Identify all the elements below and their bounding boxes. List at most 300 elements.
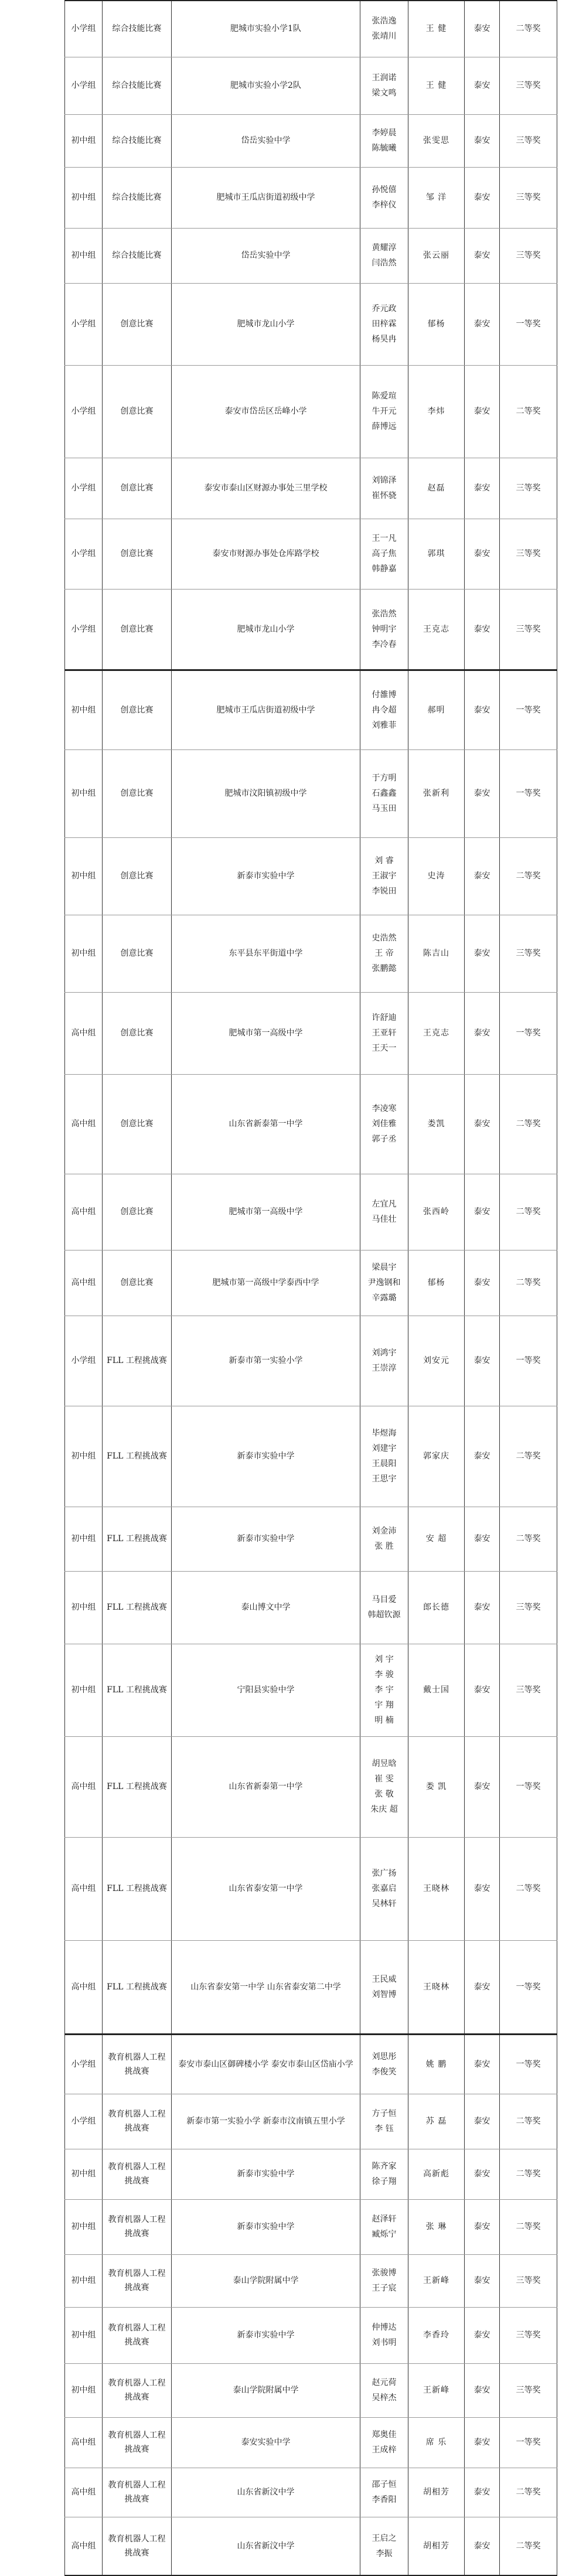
student-name: 方子恒 bbox=[372, 2109, 397, 2118]
teacher-cell bbox=[408, 1250, 465, 1316]
school-text: 岱岳实验中学 bbox=[241, 251, 291, 260]
school-cell bbox=[172, 992, 360, 1074]
event-text: 综合技能比赛 bbox=[112, 193, 162, 202]
award-text: 一等奖 bbox=[516, 789, 541, 798]
event-text: FLL 工程挑战赛 bbox=[107, 1451, 167, 1461]
school-text: 新泰市实验中学 bbox=[237, 871, 295, 881]
student-name: 张 敬 bbox=[374, 1790, 394, 1799]
award-cell bbox=[500, 2149, 557, 2199]
teacher-cell bbox=[408, 2254, 465, 2307]
school-cell bbox=[172, 57, 360, 114]
student-name: 张广扬 bbox=[372, 1869, 397, 1878]
award-cell bbox=[500, 2468, 557, 2517]
student-name: 李 钰 bbox=[374, 2124, 394, 2134]
award-cell bbox=[500, 589, 557, 670]
table-row bbox=[65, 1, 557, 57]
teacher-text: 娄 凯 bbox=[425, 1782, 447, 1791]
award-text: 三等奖 bbox=[516, 549, 541, 558]
award-text: 二等奖 bbox=[516, 24, 541, 34]
event-cell bbox=[103, 458, 172, 519]
teacher-text: 娄凯 bbox=[427, 1119, 445, 1129]
student-name: 王子宸 bbox=[372, 2284, 397, 2293]
event-cell bbox=[103, 519, 172, 589]
group-text: 初中组 bbox=[71, 1685, 96, 1695]
student-name: 郑奥佳 bbox=[372, 2430, 397, 2439]
students-cell bbox=[360, 167, 408, 228]
school-text: 肥城市第一高级中学泰西中学 bbox=[212, 1278, 319, 1287]
award-text: 一等奖 bbox=[516, 1356, 541, 1365]
region-cell bbox=[465, 670, 500, 749]
teacher-text: 姚 鹏 bbox=[425, 2059, 447, 2069]
teacher-text: 史涛 bbox=[427, 871, 445, 881]
region-cell bbox=[465, 2363, 500, 2417]
group-cell bbox=[65, 2517, 103, 2575]
student-name: 李 骏 bbox=[374, 1670, 394, 1679]
region-cell bbox=[465, 1837, 500, 1940]
teacher-text: 张西岭 bbox=[423, 1207, 449, 1217]
teacher-text: 郭家庆 bbox=[423, 1451, 449, 1461]
students-cell bbox=[360, 2034, 408, 2094]
group-cell bbox=[65, 1406, 103, 1507]
award-cell bbox=[500, 1571, 557, 1644]
region-text: 泰安 bbox=[473, 549, 490, 558]
event-cell bbox=[103, 670, 172, 749]
event-cell bbox=[103, 1250, 172, 1316]
group-text: 初中组 bbox=[71, 2330, 96, 2340]
student-name: 付雒博 bbox=[372, 690, 397, 700]
event-cell bbox=[103, 1837, 172, 1940]
group-text: 小学组 bbox=[71, 2117, 96, 2126]
group-text: 小学组 bbox=[71, 549, 96, 558]
table-row bbox=[65, 1174, 557, 1250]
event-cell bbox=[103, 1, 172, 57]
student-name: 李梓仪 bbox=[372, 200, 397, 210]
student-name: 王思宇 bbox=[372, 1474, 397, 1484]
student-name: 于方明 bbox=[372, 774, 397, 783]
student-name: 崔怀骁 bbox=[372, 491, 397, 500]
school-text: 新泰市实验中学 bbox=[237, 1451, 295, 1461]
table-row bbox=[65, 1507, 557, 1571]
school-text: 泰安市泰山区财源办事处三里学校 bbox=[204, 483, 328, 493]
award-cell bbox=[500, 1174, 557, 1250]
student-name: 李香阳 bbox=[372, 2495, 397, 2505]
student-name: 王亚轩 bbox=[372, 1028, 397, 1038]
school-cell bbox=[172, 1, 360, 57]
group-cell bbox=[65, 992, 103, 1074]
student-name: 刘书明 bbox=[372, 2338, 397, 2347]
students-cell bbox=[360, 2468, 408, 2517]
event-text: 创意比赛 bbox=[120, 949, 154, 958]
group-text: 小学组 bbox=[71, 407, 96, 416]
teacher-text: 郁杨 bbox=[427, 319, 445, 329]
student-name: 刘佳雅 bbox=[372, 1119, 397, 1129]
group-text: 小学组 bbox=[71, 319, 96, 329]
award-cell bbox=[500, 915, 557, 992]
award-text: 三等奖 bbox=[516, 81, 541, 90]
school-cell bbox=[172, 1074, 360, 1174]
event-cell bbox=[103, 2468, 172, 2517]
students-cell bbox=[360, 57, 408, 114]
student-name: 田梓霖 bbox=[372, 319, 397, 329]
event-text: 教育机器人工程挑战赛 bbox=[108, 2162, 166, 2186]
region-cell bbox=[465, 283, 500, 365]
group-text: 初中组 bbox=[71, 1603, 96, 1612]
region-text: 泰安 bbox=[473, 2488, 490, 2497]
group-text: 初中组 bbox=[71, 2222, 96, 2231]
group-cell bbox=[65, 1644, 103, 1736]
student-name: 臧烁宁 bbox=[372, 2230, 397, 2239]
student-name: 刘雅菲 bbox=[372, 720, 397, 730]
teacher-cell bbox=[408, 519, 465, 589]
student-name: 张 胜 bbox=[374, 1542, 394, 1551]
teacher-cell bbox=[408, 458, 465, 519]
students-cell bbox=[360, 1571, 408, 1644]
award-cell bbox=[500, 167, 557, 228]
school-text: 山东省新汶中学 bbox=[237, 2488, 295, 2497]
event-cell bbox=[103, 283, 172, 365]
award-cell bbox=[500, 1507, 557, 1571]
group-text: 初中组 bbox=[71, 705, 96, 715]
event-text: 创意比赛 bbox=[120, 1028, 154, 1038]
group-text: 初中组 bbox=[71, 2386, 96, 2395]
school-text: 肥城市第一高级中学 bbox=[229, 1028, 303, 1038]
award-text: 三等奖 bbox=[516, 2276, 541, 2285]
students-cell bbox=[360, 1736, 408, 1837]
group-cell bbox=[65, 1074, 103, 1174]
award-cell bbox=[500, 1837, 557, 1940]
group-cell bbox=[65, 589, 103, 670]
teacher-cell bbox=[408, 992, 465, 1074]
event-text: 教育机器人工程挑战赛 bbox=[108, 2110, 166, 2133]
students-cell bbox=[360, 283, 408, 365]
group-text: 小学组 bbox=[71, 24, 96, 34]
student-name: 王天一 bbox=[372, 1044, 397, 1053]
student-name: 杨昊冉 bbox=[372, 335, 397, 344]
school-cell bbox=[172, 2094, 360, 2149]
group-text: 初中组 bbox=[71, 871, 96, 881]
table-row bbox=[65, 1250, 557, 1316]
student-name: 王晨阳 bbox=[372, 1459, 397, 1468]
teacher-text: 李香玲 bbox=[423, 2330, 449, 2340]
students-cell bbox=[360, 2417, 408, 2468]
teacher-cell bbox=[408, 1316, 465, 1406]
teacher-text: 胡相芳 bbox=[423, 2488, 449, 2497]
award-cell bbox=[500, 2363, 557, 2417]
table-row bbox=[65, 589, 557, 670]
teacher-cell bbox=[408, 57, 465, 114]
table-row bbox=[65, 915, 557, 992]
award-cell bbox=[500, 283, 557, 365]
region-text: 泰安 bbox=[473, 1356, 490, 1365]
teacher-cell bbox=[408, 1644, 465, 1736]
school-cell bbox=[172, 749, 360, 837]
award-list-sheet bbox=[64, 0, 557, 2576]
student-name: 张靖川 bbox=[372, 32, 397, 42]
region-cell bbox=[465, 458, 500, 519]
group-text: 初中组 bbox=[71, 136, 96, 145]
school-cell bbox=[172, 2254, 360, 2307]
event-cell bbox=[103, 837, 172, 915]
teacher-text: 张 琳 bbox=[425, 2222, 447, 2231]
student-name: 黄耀淳 bbox=[372, 243, 397, 253]
event-text: FLL 工程挑战赛 bbox=[107, 1982, 167, 1992]
event-text: 创意比赛 bbox=[120, 789, 154, 798]
event-text: 创意比赛 bbox=[120, 319, 154, 329]
students-cell bbox=[360, 1, 408, 57]
event-cell bbox=[103, 2199, 172, 2254]
region-cell bbox=[465, 1250, 500, 1316]
group-text: 高中组 bbox=[71, 1207, 96, 1217]
students-cell bbox=[360, 1250, 408, 1316]
region-cell bbox=[465, 1316, 500, 1406]
student-name: 左宜凡 bbox=[372, 1200, 397, 1209]
student-name: 李凌寒 bbox=[372, 1104, 397, 1113]
award-cell bbox=[500, 1736, 557, 1837]
table-row bbox=[65, 228, 557, 283]
school-cell bbox=[172, 1644, 360, 1736]
student-name: 冉令超 bbox=[372, 705, 397, 715]
group-cell bbox=[65, 283, 103, 365]
event-text: 创意比赛 bbox=[120, 1207, 154, 1217]
school-text: 肥城市汶阳镇初级中学 bbox=[224, 789, 307, 798]
school-cell bbox=[172, 1837, 360, 1940]
group-text: 高中组 bbox=[71, 1028, 96, 1038]
group-text: 小学组 bbox=[71, 81, 96, 90]
group-cell bbox=[65, 2094, 103, 2149]
award-cell bbox=[500, 1074, 557, 1174]
award-text: 三等奖 bbox=[516, 136, 541, 145]
group-cell bbox=[65, 2149, 103, 2199]
teacher-text: 陈吉山 bbox=[423, 949, 449, 958]
region-text: 泰安 bbox=[473, 1207, 490, 1217]
region-text: 泰安 bbox=[473, 1028, 490, 1038]
region-cell bbox=[465, 228, 500, 283]
award-cell bbox=[500, 2199, 557, 2254]
teacher-text: 戴士国 bbox=[423, 1685, 449, 1695]
event-cell bbox=[103, 1940, 172, 2034]
group-cell bbox=[65, 2199, 103, 2254]
award-text: 一等奖 bbox=[516, 1982, 541, 1992]
school-text: 肥城市龙山小学 bbox=[237, 319, 295, 329]
award-text: 一等奖 bbox=[516, 2059, 541, 2069]
student-name: 李冷春 bbox=[372, 639, 397, 649]
students-cell bbox=[360, 228, 408, 283]
teacher-cell bbox=[408, 2417, 465, 2468]
region-text: 泰安 bbox=[473, 624, 490, 634]
event-cell bbox=[103, 114, 172, 167]
region-text: 泰安 bbox=[473, 949, 490, 958]
school-text: 肥城市实验小学2队 bbox=[230, 81, 301, 90]
event-text: FLL 工程挑战赛 bbox=[107, 1534, 167, 1543]
table-row bbox=[65, 1074, 557, 1174]
school-cell bbox=[172, 1316, 360, 1406]
student-name: 韩静嘉 bbox=[372, 564, 397, 574]
teacher-cell bbox=[408, 2149, 465, 2199]
event-cell bbox=[103, 1507, 172, 1571]
students-cell bbox=[360, 365, 408, 458]
table-row bbox=[65, 1571, 557, 1644]
student-name: 徐子翔 bbox=[372, 2177, 397, 2186]
students-cell bbox=[360, 992, 408, 1074]
student-name: 明 楠 bbox=[374, 1716, 394, 1725]
student-name: 刘鸿宇 bbox=[372, 1348, 397, 1358]
student-name: 王润诺 bbox=[372, 73, 397, 83]
table-row bbox=[65, 458, 557, 519]
table-row bbox=[65, 2468, 557, 2517]
region-text: 泰安 bbox=[473, 2059, 490, 2069]
region-text: 泰安 bbox=[473, 2169, 490, 2179]
group-text: 小学组 bbox=[71, 2059, 96, 2069]
school-text: 东平县东平街道中学 bbox=[229, 949, 303, 958]
student-name: 马玉田 bbox=[372, 804, 397, 813]
school-text: 新泰市实验中学 bbox=[237, 2222, 295, 2231]
region-text: 泰安 bbox=[473, 24, 490, 34]
student-name: 张骏博 bbox=[372, 2268, 397, 2278]
student-name: 刘 宇 bbox=[374, 1655, 394, 1664]
region-text: 泰安 bbox=[473, 2330, 490, 2340]
award-text: 二等奖 bbox=[516, 2541, 541, 2551]
students-cell bbox=[360, 2363, 408, 2417]
student-name: 刘金沛 bbox=[372, 1526, 397, 1536]
student-name: 孙悦僖 bbox=[372, 185, 397, 195]
school-text: 岱岳实验中学 bbox=[241, 136, 291, 145]
event-text: FLL 工程挑战赛 bbox=[107, 1603, 167, 1612]
teacher-text: 苏 磊 bbox=[425, 2117, 447, 2126]
group-cell bbox=[65, 1571, 103, 1644]
student-name: 韩超钦源 bbox=[367, 1610, 401, 1620]
award-cell bbox=[500, 1250, 557, 1316]
school-cell bbox=[172, 2517, 360, 2575]
award-cell bbox=[500, 837, 557, 915]
region-cell bbox=[465, 2468, 500, 2517]
school-text: 肥城市第一高级中学 bbox=[229, 1207, 303, 1217]
region-text: 泰安 bbox=[473, 483, 490, 493]
student-name: 王一凡 bbox=[372, 534, 397, 543]
student-name: 梁晨宇 bbox=[372, 1263, 397, 1272]
student-name: 张浩逸 bbox=[372, 16, 397, 26]
award-cell bbox=[500, 1940, 557, 2034]
award-cell bbox=[500, 749, 557, 837]
award-text: 二等奖 bbox=[516, 1207, 541, 1217]
table-row bbox=[65, 519, 557, 589]
award-text: 二等奖 bbox=[516, 2169, 541, 2179]
region-text: 泰安 bbox=[473, 81, 490, 90]
student-name: 刘建宇 bbox=[372, 1444, 397, 1453]
teacher-text: 王晓林 bbox=[423, 1884, 449, 1893]
group-text: 高中组 bbox=[71, 1782, 96, 1791]
event-cell bbox=[103, 2254, 172, 2307]
event-text: 综合技能比赛 bbox=[112, 136, 162, 145]
award-text: 三等奖 bbox=[516, 624, 541, 634]
teacher-cell bbox=[408, 670, 465, 749]
school-text: 肥城市实验小学1队 bbox=[230, 24, 301, 34]
student-name: 刘 睿 bbox=[374, 856, 394, 866]
student-name: 薛博远 bbox=[372, 422, 397, 431]
group-cell bbox=[65, 2417, 103, 2468]
group-cell bbox=[65, 749, 103, 837]
teacher-cell bbox=[408, 1074, 465, 1174]
group-text: 初中组 bbox=[71, 251, 96, 260]
students-cell bbox=[360, 670, 408, 749]
school-cell bbox=[172, 915, 360, 992]
event-cell bbox=[103, 2094, 172, 2149]
student-name: 王崇淳 bbox=[372, 1364, 397, 1373]
event-cell bbox=[103, 57, 172, 114]
region-cell bbox=[465, 365, 500, 458]
award-text: 二等奖 bbox=[516, 1119, 541, 1129]
school-cell bbox=[172, 1736, 360, 1837]
award-text: 一等奖 bbox=[516, 1028, 541, 1038]
student-name: 尹逸钢和 bbox=[367, 1278, 401, 1287]
region-text: 泰安 bbox=[473, 1534, 490, 1543]
student-name: 钟明宇 bbox=[372, 624, 397, 634]
region-cell bbox=[465, 1571, 500, 1644]
school-cell bbox=[172, 1571, 360, 1644]
group-cell bbox=[65, 519, 103, 589]
group-cell bbox=[65, 837, 103, 915]
teacher-cell bbox=[408, 2307, 465, 2363]
group-text: 高中组 bbox=[71, 2541, 96, 2551]
teacher-text: 席 乐 bbox=[425, 2438, 447, 2447]
group-cell bbox=[65, 57, 103, 114]
region-text: 泰安 bbox=[473, 319, 490, 329]
school-text: 山东省新泰第一中学 bbox=[229, 1119, 303, 1129]
school-text: 泰安市岱岳区岳峰小学 bbox=[224, 407, 307, 416]
table-row bbox=[65, 283, 557, 365]
event-text: 综合技能比赛 bbox=[112, 251, 162, 260]
event-text: 教育机器人工程挑战赛 bbox=[108, 2534, 166, 2558]
students-cell bbox=[360, 749, 408, 837]
school-cell bbox=[172, 2034, 360, 2094]
event-cell bbox=[103, 2307, 172, 2363]
school-cell bbox=[172, 2417, 360, 2468]
event-cell bbox=[103, 1174, 172, 1250]
teacher-text: 赵磊 bbox=[427, 483, 445, 493]
group-text: 高中组 bbox=[71, 1119, 96, 1129]
students-cell bbox=[360, 458, 408, 519]
region-text: 泰安 bbox=[473, 1119, 490, 1129]
group-text: 高中组 bbox=[71, 2438, 96, 2447]
table-row bbox=[65, 2199, 557, 2254]
teacher-text: 张云丽 bbox=[423, 251, 449, 260]
students-cell bbox=[360, 1644, 408, 1736]
event-text: 教育机器人工程挑战赛 bbox=[108, 2052, 166, 2076]
event-cell bbox=[103, 2517, 172, 2575]
region-cell bbox=[465, 2149, 500, 2199]
student-name: 赵泽轩 bbox=[372, 2214, 397, 2224]
event-text: FLL 工程挑战赛 bbox=[107, 1356, 167, 1365]
teacher-cell bbox=[408, 365, 465, 458]
region-text: 泰安 bbox=[473, 871, 490, 881]
table-row bbox=[65, 2417, 557, 2468]
event-text: FLL 工程挑战赛 bbox=[107, 1884, 167, 1893]
region-text: 泰安 bbox=[473, 1603, 490, 1612]
teacher-text: 王克志 bbox=[423, 624, 449, 634]
event-cell bbox=[103, 1406, 172, 1507]
award-text: 三等奖 bbox=[516, 251, 541, 260]
teacher-cell bbox=[408, 2363, 465, 2417]
student-name: 崔 雯 bbox=[374, 1774, 394, 1784]
students-cell bbox=[360, 1174, 408, 1250]
student-name: 刘锦泽 bbox=[372, 476, 397, 485]
school-cell bbox=[172, 2363, 360, 2417]
table-row bbox=[65, 670, 557, 749]
table-row bbox=[65, 1644, 557, 1736]
group-text: 初中组 bbox=[71, 1534, 96, 1543]
award-cell bbox=[500, 365, 557, 458]
award-text: 二等奖 bbox=[516, 1534, 541, 1543]
students-cell bbox=[360, 1837, 408, 1940]
